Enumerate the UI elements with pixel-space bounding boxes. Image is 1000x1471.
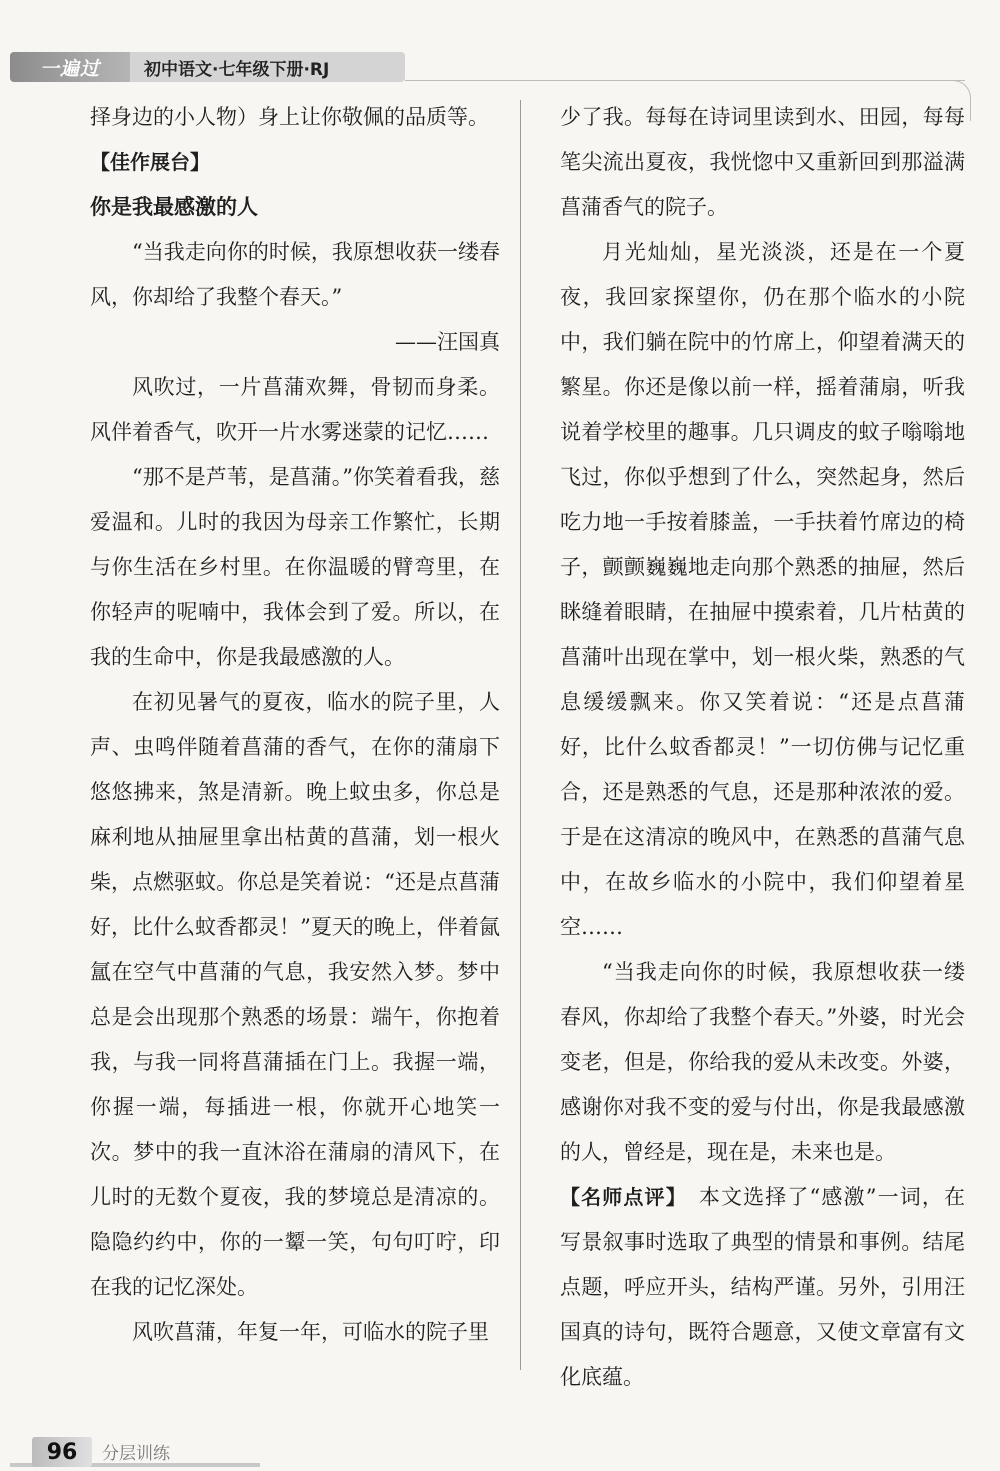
left-column	[90, 95, 500, 1355]
page-footer	[10, 1437, 270, 1467]
right-column	[560, 95, 965, 1400]
epigraph: “当我走向你的时候，我原想收获一缕春风，你却给了我整个春天。”	[90, 240, 500, 309]
epigraph-attribution: ——汪国真	[395, 330, 500, 354]
paragraph-continued: 少了我。每每在诗词里读到水、田园，每每笔尖流出夏夜，我恍惚中又重新回到那溢满菖蒲香气的院子。	[560, 105, 965, 219]
paragraph: 风吹菖蒲，年复一年，可临水的院子里	[132, 1320, 489, 1344]
essay-title: 你是我最感激的人	[90, 195, 258, 219]
brand-logo: 一遍过	[10, 52, 130, 82]
paragraph: “当我走向你的时候，我原想收获一缕春风，你却给了我整个春天。”外婆，时光会变老，但是，你给我的爱从未改变。外婆，感谢你对我不变的爱与付出，你是我最感激的人，曾经是，现在是，未来也是。	[560, 960, 965, 1164]
header-rule	[405, 80, 965, 81]
paragraph: 月光灿灿，星光淡淡，还是在一个夏夜，我回家探望你，仍在那个临水的小院中，我们躺在院中的竹席上，仰望着满天的繁星。你还是像以前一样，摇着蒲扇，听我说着学校里的趣事。几只调皮的蚊子嗡嗡地飞过，你似乎想到了什么，突然起身，然后吃力地一手按着膝盖，一手扶着竹席边的椅子，颤颤巍巍地走向那个熟悉的抽屉，然后眯缝着眼睛，在抽屉中摸索着，几片枯黄的菖蒲叶出现在掌中，划一根火柴，熟悉的气息缓缓飘来。你又笑着说：“还是点菖蒲好，比什么蚊香都灵！”一切仿佛与记忆重合，还是熟悉的气息，还是那种浓浓的爱。于是在这清凉的晚风中，在熟悉的菖蒲气息中，在故乡临水的小院中，我们仰望着星空……	[560, 240, 965, 939]
intro-tail: 择身边的小人物）身上让你敬佩的品质等。	[90, 105, 489, 129]
footer-label: 分层训练	[102, 1444, 170, 1464]
section-tag: 【佳作展台】	[90, 150, 210, 174]
paragraph: 在初见暑气的夏夜，临水的院子里，人声、虫鸣伴随着菖蒲的香气，在你的蒲扇下悠悠拂来，煞是清新。晚上蚊虫多，你总是麻利地从抽屉里拿出枯黄的菖蒲，划一根火柴，点燃驱蚊。你总是笑着说：“还是点菖蒲好，比什么蚊香都灵！”夏天的晚上，伴着氤氲在空气中菖蒲的气息，我安然入梦。梦中总是会出现那个熟悉的场景：端午，你抱着我，与我一同将菖蒲插在门上。我握一端，你握一端，每插进一根，你就开心地笑一次。梦中的我一直沐浴在蒲扇的清风下，在儿时的无数个夏夜，我的梦境总是清凉的。隐隐约约中，你的一颦一笑，句句叮咛，印在我的记忆深处。	[90, 690, 500, 1299]
book-title: 初中语文·七年级下册·RJ	[144, 59, 330, 80]
teacher-review	[560, 1175, 965, 1400]
paragraph: “那不是芦苇，是菖蒲。”你笑着看我，慈爱温和。儿时的我因为母亲工作繁忙，长期与你生活在乡村里。在你温暖的臂弯里，在你轻声的呢喃中，我体会到了爱。所以，在我的生命中，你是我最感激的人。	[90, 465, 500, 669]
page-number: 96	[32, 1437, 92, 1467]
page-header	[10, 52, 405, 82]
review-tag: 【名师点评】	[560, 1185, 687, 1209]
paragraph: 风吹过，一片菖蒲欢舞，骨韧而身柔。风伴着香气，吹开一片水雾迷蒙的记忆……	[90, 375, 500, 444]
column-divider	[520, 100, 521, 1370]
review-text: 本文选择了“感激”一词，在写景叙事时选取了典型的情景和事例。结尾点题，呼应开头，结构严谨。另外，引用汪国真的诗句，既符合题意，又使文章富有文化底蕴。	[560, 1185, 965, 1389]
